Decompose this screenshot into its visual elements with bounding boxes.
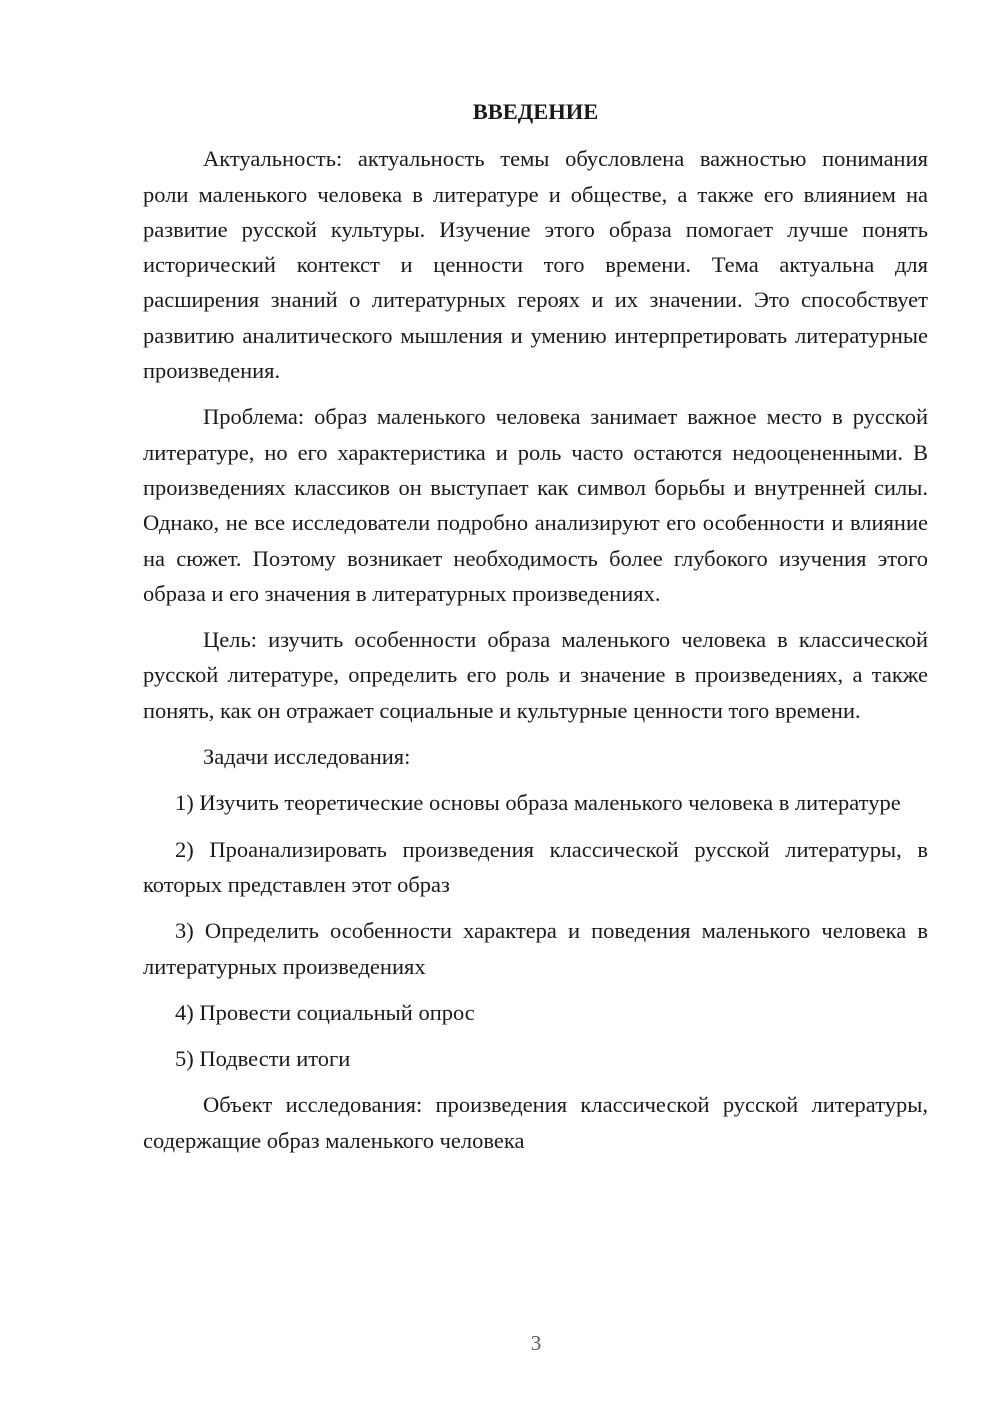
task-item-3: 3) Определить особенности характера и поведения маленького человека в литературных произведениях [143, 918, 928, 979]
section-title: ВВЕДЕНИЕ [472, 99, 599, 124]
page-body [143, 94, 928, 1169]
task-item-4: 4) Провести социальный опрос [175, 999, 475, 1025]
page-number: 3 [530, 1331, 542, 1355]
relevance-paragraph: Актуальность: актуальность темы обусловлена важностью понимания роли маленького человека в литературе и обществе, а также его влиянием на развитие русской культуры. Изучение этого образа помогает лучше понять исторический контекст и ценности того времени. Тема актуальна для расширения знаний о литературных героях и их значении. Это способствует развитию аналитического мышления и умению интерпретировать литературные произведения. [143, 146, 928, 384]
object-paragraph: Объект исследования: произведения классической русской литературы, содержащие образ маленького человека [143, 1092, 928, 1153]
task-item-1: 1) Изучить теоретические основы образа маленького человека в литературе [175, 790, 901, 816]
task-item-5: 5) Подвести итоги [175, 1046, 351, 1072]
goal-paragraph: Цель: изучить особенности образа маленького человека в классической русской литературе, определить его роль и значение в произведениях, а также понять, как он отражает социальные и культурные ценности того времени. [143, 627, 928, 723]
task-item-2: 2) Проанализировать произведения классической русской литературы, в которых представлен этот образ [143, 836, 928, 897]
tasks-heading: Задачи исследования: [203, 744, 411, 770]
problem-paragraph: Проблема: образ маленького человека занимает важное место в русской литературе, но его характеристика и роль часто остаются недооцененными. В произведениях классиков он выступает как символ борьбы и внутренней силы. Однако, не все исследователи подробно анализируют его особенности и влияние на сюжет. Поэтому возникает необходимость более глубокого изучения этого образа и его значения в литературных произведениях. [143, 404, 928, 606]
